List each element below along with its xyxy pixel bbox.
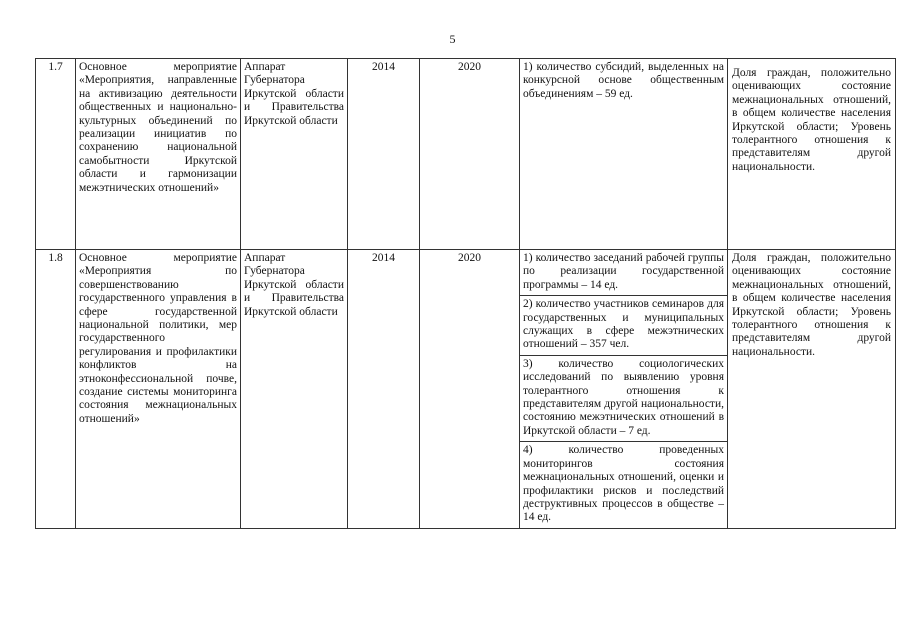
result-item: 1) количество субсидий, выделенных на конкурсной основе общественным объединениям – 59 ед. <box>523 61 724 100</box>
activity-cell: Основное мероприятие «Мероприятия, направленные на активизацию деятельности общественных и национально-культурных объединений по реализации инициатив по сохранению национальной самобытности Иркутской области и гармонизации межэтнических отношений» <box>76 59 241 250</box>
result-item: 2) количество участников семинаров для государственных и муниципальных служащих в сфере межэтнических отношений – 357 чел. <box>520 296 727 356</box>
page-number: 5 <box>449 32 456 46</box>
start-year-cell: 2014 <box>348 250 420 529</box>
row-number: 1.8 <box>36 250 76 529</box>
result-item: 1) количество заседаний рабочей группы по реализации государственной программы – 14 ед. <box>520 250 727 296</box>
row-number: 1.7 <box>36 59 76 250</box>
indicators-cell: Доля граждан, положительно оценивающих состояние межнациональных отношений, в общем количестве населения Иркутской области; Уровень толерантного отношения к представителям другой национальности. <box>728 59 896 250</box>
table-row <box>36 250 896 529</box>
result-item: 3) количество социологических исследований по выявлению уровня толерантного отношения к представителям другой национальности, состоянию межэтнических отношений в Иркутской области – 7 ед. <box>520 356 727 442</box>
results-cell <box>520 250 728 529</box>
program-table <box>35 58 896 529</box>
indicators-cell: Доля граждан, положительно оценивающих состояние межнациональных отношений, в общем количестве населения Иркутской области; Уровень толерантного отношения к представителям другой национальности. <box>728 250 896 529</box>
activity-cell: Основное мероприятие «Мероприятия по совершенствованию государственного управления в сфере государственной национальной политики, мер государственного регулирования и профилактики конфликтов на этноконфессиональной почве, создание системы мониторинга состояния межнациональных отношений» <box>76 250 241 529</box>
end-year-cell: 2020 <box>420 250 520 529</box>
results-cell <box>520 59 728 250</box>
executor-cell: Аппарат Губернатора Иркутской области и Правительства Иркутской области <box>241 59 348 250</box>
table-row <box>36 59 896 250</box>
start-year-cell: 2014 <box>348 59 420 250</box>
result-item: 4) количество проведенных мониторингов состояния межнациональных отношений, оценки и профилактики рисков и последствий деструктивных процессов в обществе – 14 ед. <box>523 444 724 524</box>
end-year-cell: 2020 <box>420 59 520 250</box>
executor-cell: Аппарат Губернатора Иркутской области и Правительства Иркутской области <box>241 250 348 529</box>
